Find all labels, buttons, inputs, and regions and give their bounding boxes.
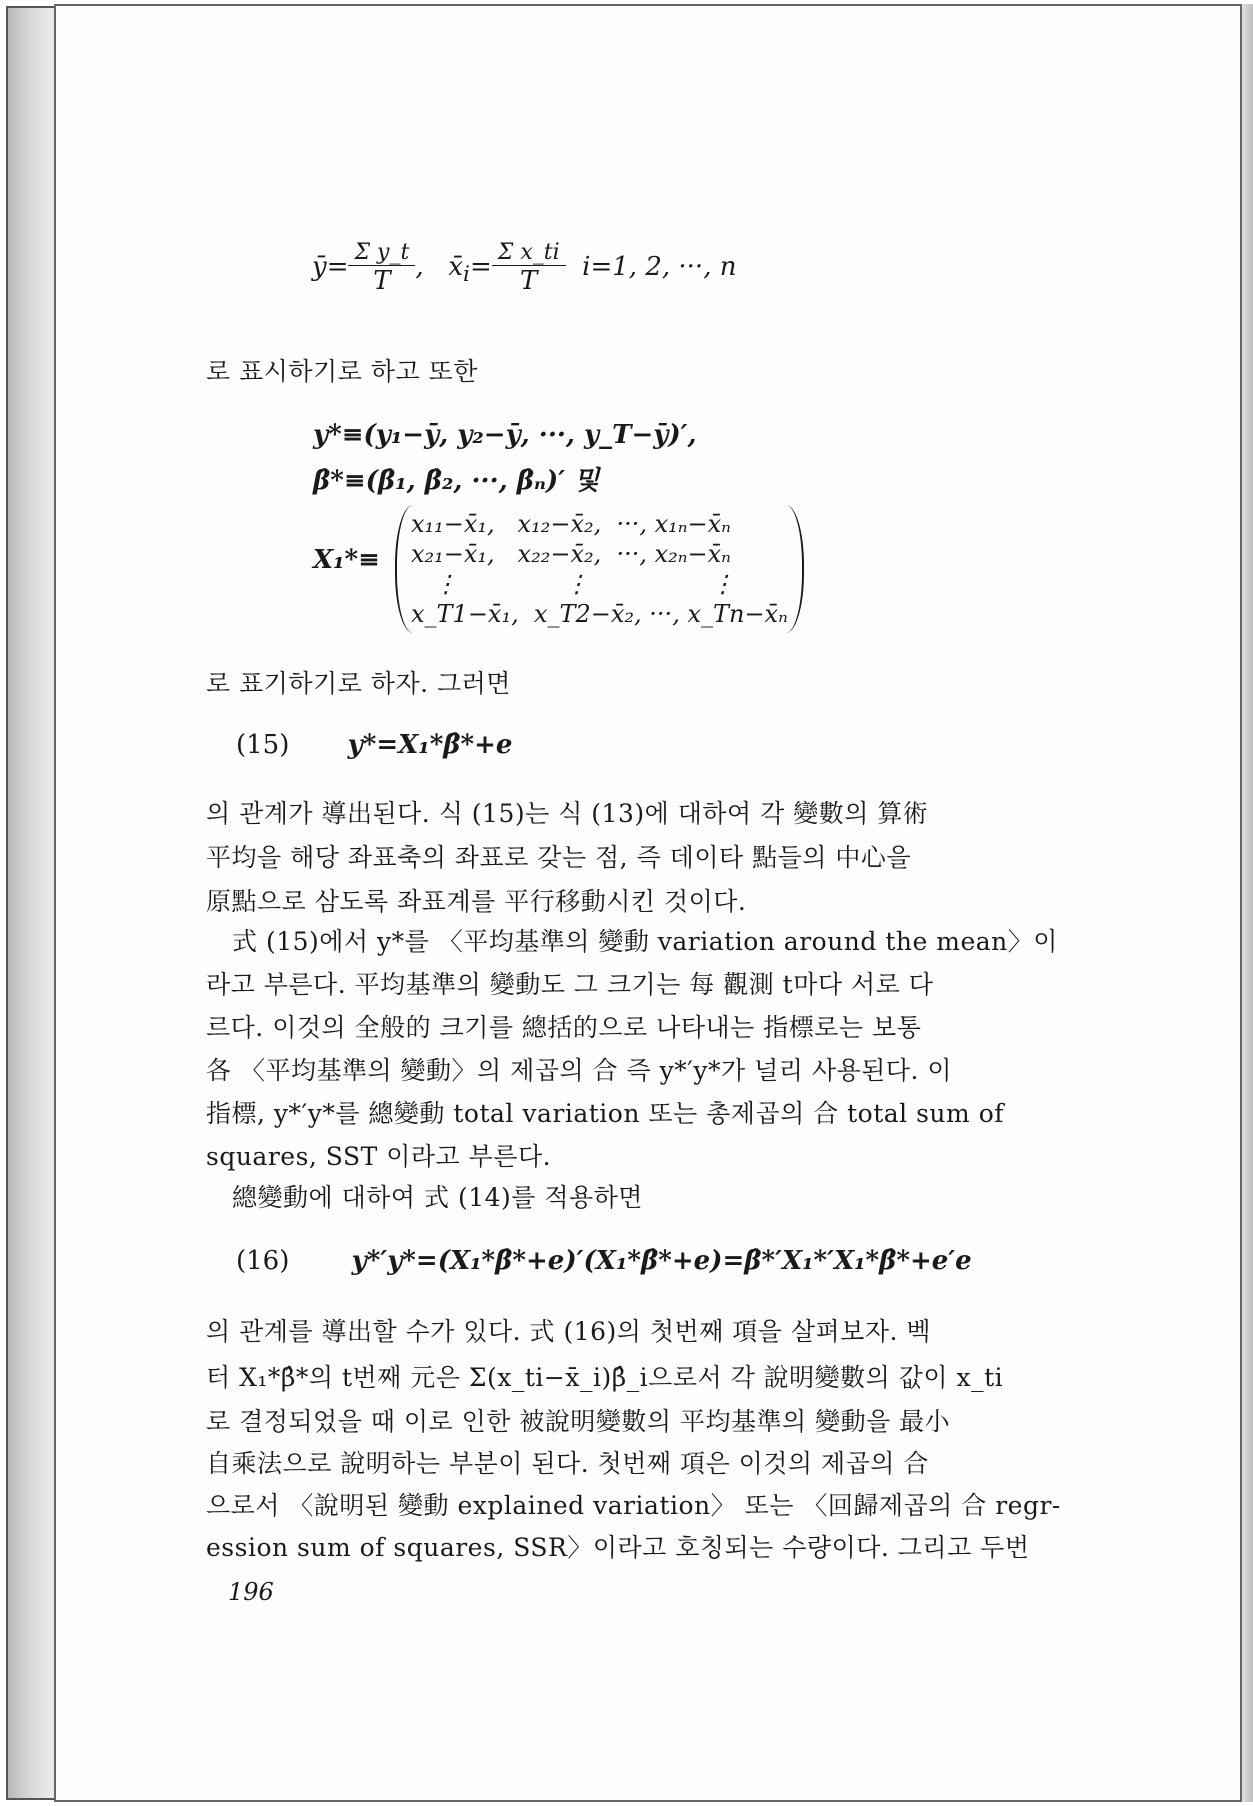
paragraph-4-line-4: 自乘法으로 說明하는 부분이 된다. 첫번째 項은 이것의 제곱의 合 bbox=[206, 1449, 929, 1478]
paragraph-2-line-2: 라고 부른다. 平均基準의 變動도 그 크기는 每 觀測 t마다 서로 다 bbox=[206, 970, 934, 999]
ybar-fraction bbox=[348, 240, 415, 296]
paragraph-2-line-4: 各 〈平均基準의 變動〉의 제곱의 合 즉 y*′y*가 널리 사용된다. 이 bbox=[206, 1056, 952, 1085]
matrix-label: X₁*≡ bbox=[313, 545, 380, 575]
paragraph-1-line-1: 의 관계가 導出된다. 식 (15)는 식 (13)에 대하여 각 變數의 算術 bbox=[206, 799, 929, 828]
index-range: i=1, 2, ···, n bbox=[582, 252, 737, 282]
mean-definitions: ȳ= $\frac{\text{Σ y\_t}}{T}$ , $x̄_i=$ $\frac{\text{Σ x\_ti}}{T}$ i=1, 2, ···, n bbox=[312, 240, 737, 296]
ybar-denominator: T bbox=[373, 266, 391, 296]
equation-15 bbox=[236, 730, 512, 760]
ybar-numerator: Σ y_t bbox=[348, 240, 415, 266]
equation-16 bbox=[236, 1246, 972, 1276]
paragraph-3-line-1: 總變動에 대하여 式 (14)를 적용하면 bbox=[232, 1183, 643, 1212]
page-edge-shadow bbox=[1242, 4, 1253, 1802]
paragraph-2-line-1: 式 (15)에서 y*를 〈平均基準의 變動 variation around the mean〉이 bbox=[232, 927, 1058, 956]
x1star-matrix: x₁₁−x̄₁, x₁₂−x̄₂, ···, x₁ₙ−x̄ₙ x₂₁−x̄₁, x₂₂−x̄₂, ···, x₂ₙ−x̄ₙ ⋮ ⋮ ⋮ x_T1−x̄₁, x_T2−x̄₂, ···, x_Tn−x̄ₙ bbox=[395, 505, 804, 633]
paragraph-1-line-2: 平均을 해당 좌표축의 좌표로 갖는 점, 즉 데이타 點들의 中心을 bbox=[206, 843, 911, 872]
paragraph-4-line-6: ession sum of squares, SSR〉이라고 호칭되는 수량이다. 그리고 두번 bbox=[206, 1533, 1030, 1562]
paragraph-2-line-3: 르다. 이것의 全般的 크기를 總括的으로 나타내는 指標로는 보통 bbox=[206, 1013, 922, 1042]
xbar-denominator: T bbox=[520, 266, 538, 296]
paragraph-4-line-3: 로 결정되었을 때 이로 인한 被說明變數의 平均基準의 變動을 最小 bbox=[206, 1407, 951, 1436]
equation-15-number: (15) bbox=[236, 730, 290, 760]
beta-definition: β̂*≡(β̂₁, β̂₂, ···, β̂ₙ)′ 및 bbox=[313, 466, 600, 496]
paragraph-2-line-6: squares, SST 이라고 부른다. bbox=[206, 1142, 552, 1171]
xbar-numerator: Σ x_ti bbox=[492, 240, 566, 266]
book-spine bbox=[6, 6, 56, 1800]
equation-15-body: y*=X₁*β̂*+e bbox=[347, 730, 513, 760]
page-number: 196 bbox=[228, 1578, 274, 1606]
text-line-2: 로 표기하기로 하자. 그러면 bbox=[206, 669, 511, 698]
paragraph-2-line-5: 指標, y*′y*를 總變動 total variation 또는 총제곱의 合 total sum of bbox=[206, 1099, 1004, 1128]
ystar-definition: y*≡(y₁−ȳ, y₂−ȳ, ···, y_T−ȳ)′, bbox=[313, 420, 697, 450]
xbar-fraction bbox=[492, 240, 566, 296]
paragraph-1-line-3: 原點으로 삼도록 좌표계를 平行移動시킨 것이다. bbox=[206, 887, 747, 916]
paragraph-4-line-2: 터 X₁*β̂*의 t번째 元은 Σ(x_ti−x̄_i)β̂_i으로서 각 說明變數의 값이 x_ti bbox=[206, 1363, 1004, 1392]
equation-16-number: (16) bbox=[236, 1246, 290, 1276]
text-line-1: 로 표시하기로 하고 또한 bbox=[206, 357, 478, 386]
paragraph-4-line-1: 의 관계를 導出할 수가 있다. 式 (16)의 첫번째 項을 살펴보자. 벡 bbox=[206, 1317, 932, 1346]
paragraph-4-line-5: 으로서 〈說明된 變動 explained variation〉 또는 〈回歸제곱의 合 regr- bbox=[206, 1491, 1061, 1520]
equation-16-body: y*′y*=(X₁*β̂*+e)′(X₁*β̂*+e)=β̂*′X₁*′X₁*β̂*+e′e bbox=[351, 1246, 972, 1276]
